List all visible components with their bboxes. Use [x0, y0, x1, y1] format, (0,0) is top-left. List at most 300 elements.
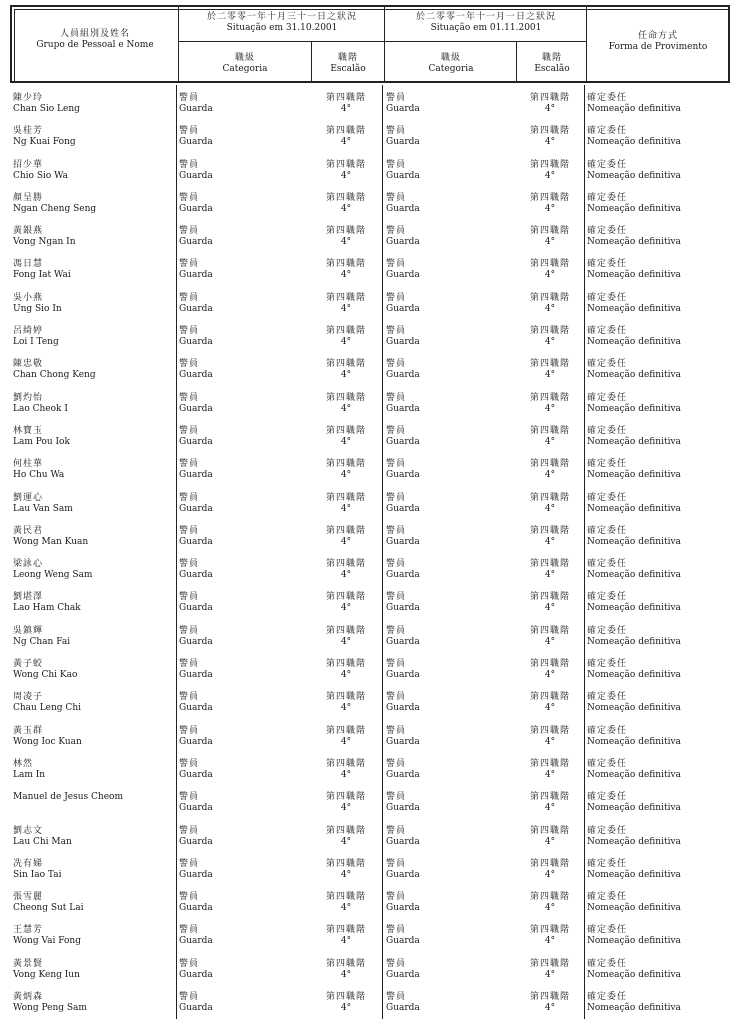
- escalao-before-pt: 4°: [340, 104, 352, 114]
- header-period-1: [180, 12, 384, 34]
- table-row: [10, 922, 732, 955]
- categoria-after: [386, 526, 506, 548]
- categoria-before-zh: 警員: [179, 659, 200, 670]
- escalao-before: [311, 892, 381, 914]
- table-row: [10, 756, 732, 789]
- escalao-before-pt: 4°: [340, 237, 352, 248]
- categoria-after-pt: Guarda: [386, 769, 420, 780]
- escalao-after-pt: 4°: [544, 303, 556, 314]
- escalao-after-pt: 4°: [544, 403, 556, 414]
- categoria-before-pt: Guarda: [179, 736, 213, 747]
- forma-provimento-pt: Nomeação definitiva: [587, 636, 681, 647]
- categoria-after-zh: 警員: [386, 825, 407, 836]
- escalao-before: [311, 359, 381, 381]
- forma-provimento: [587, 792, 727, 814]
- categoria-after: [386, 160, 506, 182]
- forma-provimento-pt: Nomeação definitiva: [587, 104, 681, 114]
- escalao-after-zh: 第四職階: [529, 292, 570, 303]
- forma-provimento: [587, 426, 727, 448]
- categoria-before-pt: Guarda: [179, 203, 213, 214]
- categoria-before: [179, 959, 299, 981]
- escalao-after-pt: 4°: [544, 603, 556, 614]
- escalao-after-pt: 4°: [544, 470, 556, 481]
- forma-provimento-pt: Nomeação definitiva: [587, 903, 681, 914]
- escalao-before-zh: 第四職階: [325, 625, 366, 636]
- categoria-before: [179, 459, 299, 481]
- categoria-before: [179, 692, 299, 714]
- escalao-before-pt: 4°: [340, 969, 352, 980]
- categoria-before-pt: Guarda: [179, 603, 213, 614]
- person-name: [13, 626, 173, 648]
- escalao-after-pt: 4°: [544, 703, 556, 714]
- categoria-before: [179, 359, 299, 381]
- categoria-after: [386, 459, 506, 481]
- escalao-before-zh: 第四職階: [325, 359, 366, 370]
- escalao-after-zh: 第四職階: [529, 126, 570, 137]
- forma-provimento: [587, 160, 727, 182]
- escalao-after: [515, 959, 585, 981]
- person-name: [13, 659, 173, 681]
- forma-provimento: [587, 126, 727, 148]
- categoria-after-zh: 警員: [386, 659, 407, 670]
- escalao-before-zh: 第四職階: [325, 858, 366, 869]
- header-group: [16, 29, 174, 51]
- categoria-after-pt: Guarda: [386, 903, 420, 914]
- categoria-after: [386, 759, 506, 781]
- escalao-after: [515, 226, 585, 248]
- person-name-pt: Chio Sio Wa: [13, 170, 68, 181]
- escalao-after-pt: 4°: [544, 503, 556, 514]
- person-name-zh: 王慧芳: [13, 925, 44, 936]
- person-name: [13, 93, 173, 115]
- forma-provimento-zh: 確定委任: [587, 192, 628, 203]
- categoria-before-pt: Guarda: [179, 803, 213, 814]
- person-name: [13, 925, 173, 947]
- forma-provimento-zh: 確定委任: [587, 392, 628, 403]
- forma-provimento-zh: 確定委任: [587, 792, 628, 803]
- escalao-before-zh: 第四職階: [325, 459, 366, 470]
- person-name-pt: Lao Ham Chak: [13, 603, 81, 614]
- header-period-1-pt: Situação em 31.10.2001: [226, 23, 338, 33]
- escalao-before-pt: 4°: [340, 503, 352, 514]
- categoria-after-pt: Guarda: [386, 969, 420, 980]
- categoria-before-zh: 警員: [179, 326, 200, 337]
- escalao-before: [311, 426, 381, 448]
- escalao-before-zh: 第四職階: [325, 93, 366, 103]
- escalao-after: [515, 326, 585, 348]
- categoria-before: [179, 659, 299, 681]
- header-period-1-zh: 於二零零一年十月三十一日之狀況: [206, 12, 357, 22]
- forma-provimento-zh: 確定委任: [587, 126, 628, 137]
- categoria-after-zh: 警員: [386, 625, 407, 636]
- escalao-before-pt: 4°: [340, 636, 352, 647]
- categoria-before: [179, 759, 299, 781]
- categoria-before-pt: Guarda: [179, 104, 213, 114]
- forma-provimento-pt: Nomeação definitiva: [587, 936, 681, 947]
- person-name: [13, 359, 173, 381]
- escalao-after-zh: 第四職階: [529, 425, 570, 436]
- person-name-pt: Lau Chi Man: [13, 836, 72, 847]
- forma-provimento: [587, 859, 727, 881]
- person-name: [13, 193, 173, 215]
- categoria-before: [179, 93, 299, 115]
- escalao-after: [515, 359, 585, 381]
- escalao-after-zh: 第四職階: [529, 992, 570, 1003]
- escalao-before: [311, 326, 381, 348]
- categoria-before-pt: Guarda: [179, 370, 213, 381]
- escalao-before: [311, 626, 381, 648]
- categoria-before-pt: Guarda: [179, 769, 213, 780]
- person-name-zh: 林然: [13, 758, 34, 769]
- person-name-pt: Loi I Teng: [13, 337, 59, 348]
- escalao-before-zh: 第四職階: [325, 126, 366, 137]
- person-name-pt: Vong Ngan In: [13, 237, 76, 248]
- header-escalao-1: [312, 53, 384, 75]
- header-escalao-1-pt: Escalão: [330, 64, 366, 74]
- categoria-before: [179, 859, 299, 881]
- categoria-before-pt: Guarda: [179, 237, 213, 248]
- escalao-after: [515, 659, 585, 681]
- escalao-before-pt: 4°: [340, 903, 352, 914]
- forma-provimento-zh: 確定委任: [587, 592, 628, 603]
- person-name-pt: Ngan Cheng Seng: [13, 203, 97, 214]
- escalao-after-pt: 4°: [544, 769, 556, 780]
- categoria-after: [386, 592, 506, 614]
- categoria-before-zh: 警員: [179, 725, 200, 736]
- header-categoria-2: [386, 53, 516, 75]
- categoria-before: [179, 293, 299, 315]
- escalao-after-zh: 第四職階: [529, 659, 570, 670]
- categoria-after: [386, 393, 506, 415]
- escalao-after-pt: 4°: [544, 936, 556, 947]
- categoria-before-zh: 警員: [179, 392, 200, 403]
- escalao-before: [311, 259, 381, 281]
- header-categoria-1-pt: Categoria: [222, 64, 268, 74]
- person-name-zh: 黃子蛟: [13, 659, 44, 670]
- escalao-before: [311, 226, 381, 248]
- escalao-before: [311, 126, 381, 148]
- escalao-before-zh: 第四職階: [325, 492, 366, 503]
- escalao-after: [515, 126, 585, 148]
- categoria-after-zh: 警員: [386, 292, 407, 303]
- categoria-before: [179, 592, 299, 614]
- escalao-before-zh: 第四職階: [325, 825, 366, 836]
- escalao-before-zh: 第四職階: [325, 226, 366, 237]
- forma-provimento-zh: 確定委任: [587, 892, 628, 903]
- categoria-before-pt: Guarda: [179, 636, 213, 647]
- forma-provimento-zh: 確定委任: [587, 292, 628, 303]
- escalao-after-pt: 4°: [544, 670, 556, 681]
- categoria-before-pt: Guarda: [179, 403, 213, 414]
- categoria-before-zh: 警員: [179, 93, 200, 103]
- forma-provimento-pt: Nomeação definitiva: [587, 503, 681, 514]
- categoria-after-pt: Guarda: [386, 836, 420, 847]
- person-name-pt: Lam Pou Iok: [13, 436, 70, 447]
- forma-provimento: [587, 826, 727, 848]
- person-name: [13, 526, 173, 548]
- escalao-before: [311, 559, 381, 581]
- escalao-after: [515, 726, 585, 748]
- table-row: [10, 490, 732, 523]
- person-name-zh: 吳桂芳: [13, 126, 44, 137]
- categoria-after-pt: Guarda: [386, 170, 420, 181]
- escalao-after: [515, 859, 585, 881]
- categoria-after-zh: 警員: [386, 725, 407, 736]
- forma-provimento-pt: Nomeação definitiva: [587, 670, 681, 681]
- categoria-before: [179, 393, 299, 415]
- categoria-after-pt: Guarda: [386, 703, 420, 714]
- categoria-before-zh: 警員: [179, 292, 200, 303]
- categoria-before: [179, 226, 299, 248]
- header-escalao-2-zh: 職階: [541, 53, 562, 63]
- categoria-after-zh: 警員: [386, 592, 407, 603]
- person-name-zh: 劉灼怡: [13, 392, 44, 403]
- table-row: [10, 656, 732, 689]
- categoria-after-pt: Guarda: [386, 303, 420, 314]
- escalao-before: [311, 526, 381, 548]
- person-name-pt: Sin Iao Tai: [13, 869, 62, 880]
- forma-provimento-zh: 確定委任: [587, 326, 628, 337]
- categoria-before-pt: Guarda: [179, 536, 213, 547]
- escalao-before: [311, 826, 381, 848]
- header-categoria-1-zh: 職級: [234, 53, 255, 63]
- person-name-zh: 何柱華: [13, 459, 44, 470]
- categoria-before-pt: Guarda: [179, 869, 213, 880]
- categoria-after: [386, 792, 506, 814]
- person-name-zh: 吳小燕: [13, 292, 44, 303]
- escalao-before-zh: 第四職階: [325, 659, 366, 670]
- person-name-zh: 馮日慧: [13, 259, 44, 270]
- categoria-before-zh: 警員: [179, 259, 200, 270]
- person-name-pt: Ho Chu Wa: [13, 470, 65, 481]
- escalao-before: [311, 859, 381, 881]
- table-row: [10, 456, 732, 489]
- categoria-before-pt: Guarda: [179, 703, 213, 714]
- categoria-after-pt: Guarda: [386, 470, 420, 481]
- header-categoria-2-zh: 職級: [440, 53, 461, 63]
- categoria-before-zh: 警員: [179, 958, 200, 969]
- categoria-after: [386, 692, 506, 714]
- escalao-before: [311, 160, 381, 182]
- table-row: [10, 956, 732, 989]
- table-row: [10, 90, 732, 123]
- categoria-after-pt: Guarda: [386, 203, 420, 214]
- escalao-after-pt: 4°: [544, 137, 556, 148]
- forma-provimento-zh: 確定委任: [587, 459, 628, 470]
- forma-provimento-zh: 確定委任: [587, 159, 628, 170]
- person-name-pt: Ng Kuai Fong: [13, 137, 76, 148]
- forma-provimento-zh: 確定委任: [587, 492, 628, 503]
- person-name-pt: Chau Leng Chi: [13, 703, 81, 714]
- categoria-before: [179, 992, 299, 1014]
- categoria-after-zh: 警員: [386, 192, 407, 203]
- person-name-zh: 冼有娣: [13, 858, 44, 869]
- escalao-after-zh: 第四職階: [529, 758, 570, 769]
- forma-provimento-pt: Nomeação definitiva: [587, 436, 681, 447]
- escalao-after: [515, 892, 585, 914]
- person-name-zh: 林寶玉: [13, 425, 44, 436]
- escalao-before: [311, 925, 381, 947]
- forma-provimento-zh: 確定委任: [587, 725, 628, 736]
- table-row: [10, 623, 732, 656]
- escalao-after-zh: 第四職階: [529, 93, 570, 103]
- person-name: [13, 293, 173, 315]
- categoria-after-pt: Guarda: [386, 803, 420, 814]
- escalao-before-pt: 4°: [340, 1003, 352, 1014]
- person-name-pt: Chan Sio Leng: [13, 104, 80, 114]
- categoria-after-pt: Guarda: [386, 570, 420, 581]
- escalao-after-zh: 第四職階: [529, 592, 570, 603]
- categoria-after: [386, 925, 506, 947]
- categoria-after-zh: 警員: [386, 525, 407, 536]
- forma-provimento: [587, 259, 727, 281]
- escalao-after: [515, 293, 585, 315]
- escalao-after-pt: 4°: [544, 636, 556, 647]
- forma-provimento-zh: 確定委任: [587, 259, 628, 270]
- categoria-before-pt: Guarda: [179, 270, 213, 281]
- categoria-after-zh: 警員: [386, 359, 407, 370]
- forma-provimento: [587, 393, 727, 415]
- escalao-before-pt: 4°: [340, 570, 352, 581]
- categoria-after-pt: Guarda: [386, 237, 420, 248]
- forma-provimento-zh: 確定委任: [587, 425, 628, 436]
- escalao-before-zh: 第四職階: [325, 259, 366, 270]
- escalao-before-pt: 4°: [340, 470, 352, 481]
- escalao-before-pt: 4°: [340, 303, 352, 314]
- forma-provimento: [587, 925, 727, 947]
- forma-provimento: [587, 226, 727, 248]
- escalao-after-pt: 4°: [544, 436, 556, 447]
- categoria-after-zh: 警員: [386, 259, 407, 270]
- table-row: [10, 556, 732, 589]
- categoria-after-pt: Guarda: [386, 670, 420, 681]
- categoria-before: [179, 826, 299, 848]
- categoria-before-zh: 警員: [179, 625, 200, 636]
- categoria-after: [386, 892, 506, 914]
- escalao-before-zh: 第四職階: [325, 525, 366, 536]
- personnel-list: [10, 90, 732, 1022]
- categoria-before: [179, 493, 299, 515]
- person-name: [13, 892, 173, 914]
- categoria-after-zh: 警員: [386, 559, 407, 570]
- forma-provimento-zh: 確定委任: [587, 958, 628, 969]
- person-name-pt: Wong Ioc Kuan: [13, 736, 82, 747]
- categoria-before-pt: Guarda: [179, 1003, 213, 1014]
- categoria-before-zh: 警員: [179, 525, 200, 536]
- categoria-before-zh: 警員: [179, 792, 200, 803]
- person-name: [13, 393, 173, 415]
- person-name-zh: 吳鎮輝: [13, 625, 44, 636]
- escalao-before-pt: 4°: [340, 536, 352, 547]
- table-row: [10, 390, 732, 423]
- escalao-before-pt: 4°: [340, 703, 352, 714]
- forma-provimento-zh: 確定委任: [587, 858, 628, 869]
- escalao-before-pt: 4°: [340, 869, 352, 880]
- person-name-pt: Wong Peng Sam: [13, 1003, 87, 1014]
- header-escalao-1-zh: 職階: [337, 53, 358, 63]
- categoria-after-zh: 警員: [386, 992, 407, 1003]
- escalao-before-pt: 4°: [340, 769, 352, 780]
- categoria-before: [179, 925, 299, 947]
- forma-provimento-pt: Nomeação definitiva: [587, 137, 681, 148]
- table-header: [10, 5, 730, 83]
- escalao-before-pt: 4°: [340, 337, 352, 348]
- escalao-before-pt: 4°: [340, 203, 352, 214]
- categoria-after: [386, 193, 506, 215]
- categoria-after-pt: Guarda: [386, 270, 420, 281]
- person-name: [13, 826, 173, 848]
- categoria-after-zh: 警員: [386, 93, 407, 103]
- categoria-before: [179, 426, 299, 448]
- person-name-zh: 周凌子: [13, 692, 44, 703]
- categoria-after: [386, 126, 506, 148]
- categoria-after-pt: Guarda: [386, 403, 420, 414]
- escalao-after-zh: 第四職階: [529, 392, 570, 403]
- forma-provimento-zh: 確定委任: [587, 525, 628, 536]
- escalao-after-zh: 第四職階: [529, 192, 570, 203]
- escalao-before: [311, 959, 381, 981]
- categoria-before-zh: 警員: [179, 459, 200, 470]
- table-row: [10, 290, 732, 323]
- table-row: [10, 356, 732, 389]
- forma-provimento-pt: Nomeação definitiva: [587, 270, 681, 281]
- categoria-after-pt: Guarda: [386, 1003, 420, 1014]
- categoria-before-pt: Guarda: [179, 836, 213, 847]
- person-name-pt: Chan Chong Keng: [13, 370, 96, 381]
- person-name-zh: 張雪麗: [13, 892, 44, 903]
- escalao-before-pt: 4°: [340, 803, 352, 814]
- forma-provimento: [587, 293, 727, 315]
- escalao-after-pt: 4°: [544, 836, 556, 847]
- forma-provimento: [587, 93, 727, 115]
- categoria-before-zh: 警員: [179, 592, 200, 603]
- header-categoria-2-pt: Categoria: [428, 64, 474, 74]
- escalao-after-pt: 4°: [544, 203, 556, 214]
- escalao-after: [515, 93, 585, 115]
- forma-provimento-pt: Nomeação definitiva: [587, 536, 681, 547]
- header-forma-pt: Forma de Provimento: [608, 42, 708, 52]
- forma-provimento-zh: 確定委任: [587, 659, 628, 670]
- person-name: [13, 792, 173, 803]
- forma-provimento-pt: Nomeação definitiva: [587, 869, 681, 880]
- escalao-after-zh: 第四職階: [529, 459, 570, 470]
- escalao-before-zh: 第四職階: [325, 992, 366, 1003]
- escalao-after: [515, 826, 585, 848]
- forma-provimento: [587, 659, 727, 681]
- categoria-after-zh: 警員: [386, 492, 407, 503]
- forma-provimento: [587, 892, 727, 914]
- categoria-after-pt: Guarda: [386, 337, 420, 348]
- person-name-zh: 顏呈勝: [13, 192, 44, 203]
- categoria-after-pt: Guarda: [386, 503, 420, 514]
- forma-provimento: [587, 559, 727, 581]
- escalao-before: [311, 726, 381, 748]
- escalao-before-zh: 第四職階: [325, 192, 366, 203]
- table-row: [10, 423, 732, 456]
- categoria-after: [386, 326, 506, 348]
- person-name-pt: Ng Chan Fai: [13, 636, 71, 647]
- escalao-after-pt: 4°: [544, 570, 556, 581]
- escalao-after: [515, 559, 585, 581]
- forma-provimento-pt: Nomeação definitiva: [587, 303, 681, 314]
- table-row: [10, 123, 732, 156]
- escalao-before-pt: 4°: [340, 936, 352, 947]
- person-name-pt: Cheong Sut Lai: [13, 903, 84, 914]
- person-name: [13, 126, 173, 148]
- table-row: [10, 789, 732, 822]
- person-name: [13, 726, 173, 748]
- escalao-after: [515, 259, 585, 281]
